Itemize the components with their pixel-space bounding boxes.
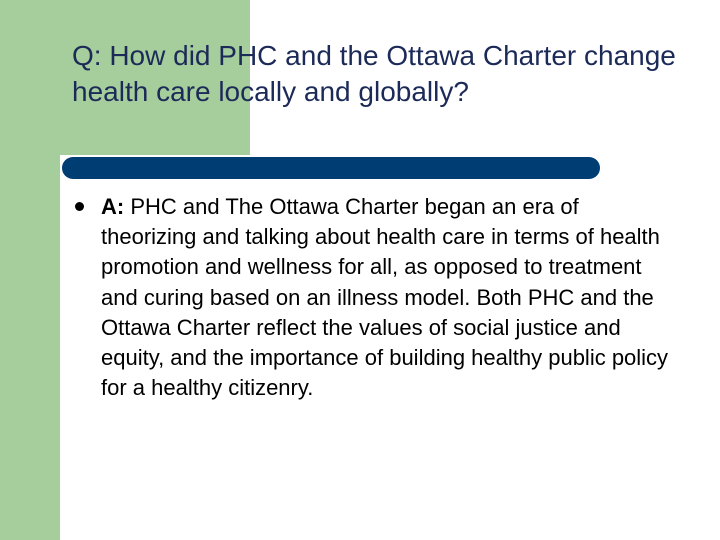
title-divider-bar bbox=[62, 157, 600, 179]
answer-label: A: bbox=[101, 194, 125, 219]
slide-title: Q: How did PHC and the Ottawa Charter change health care locally and globally? bbox=[72, 40, 676, 107]
bullet-dot-icon bbox=[75, 202, 84, 211]
answer-text: PHC and The Ottawa Charter began an era of theorizing and talking about health care in terms of health promotion and wellness for all, as opposed to treatment and curing based on an illness model. Both PHC and the Ottawa Charter reflect the values of social justice and equity, and the importance of building healthy public policy for a healthy citizenry. bbox=[101, 194, 669, 401]
answer-paragraph bbox=[101, 192, 672, 403]
decorative-green-strip bbox=[0, 155, 60, 540]
